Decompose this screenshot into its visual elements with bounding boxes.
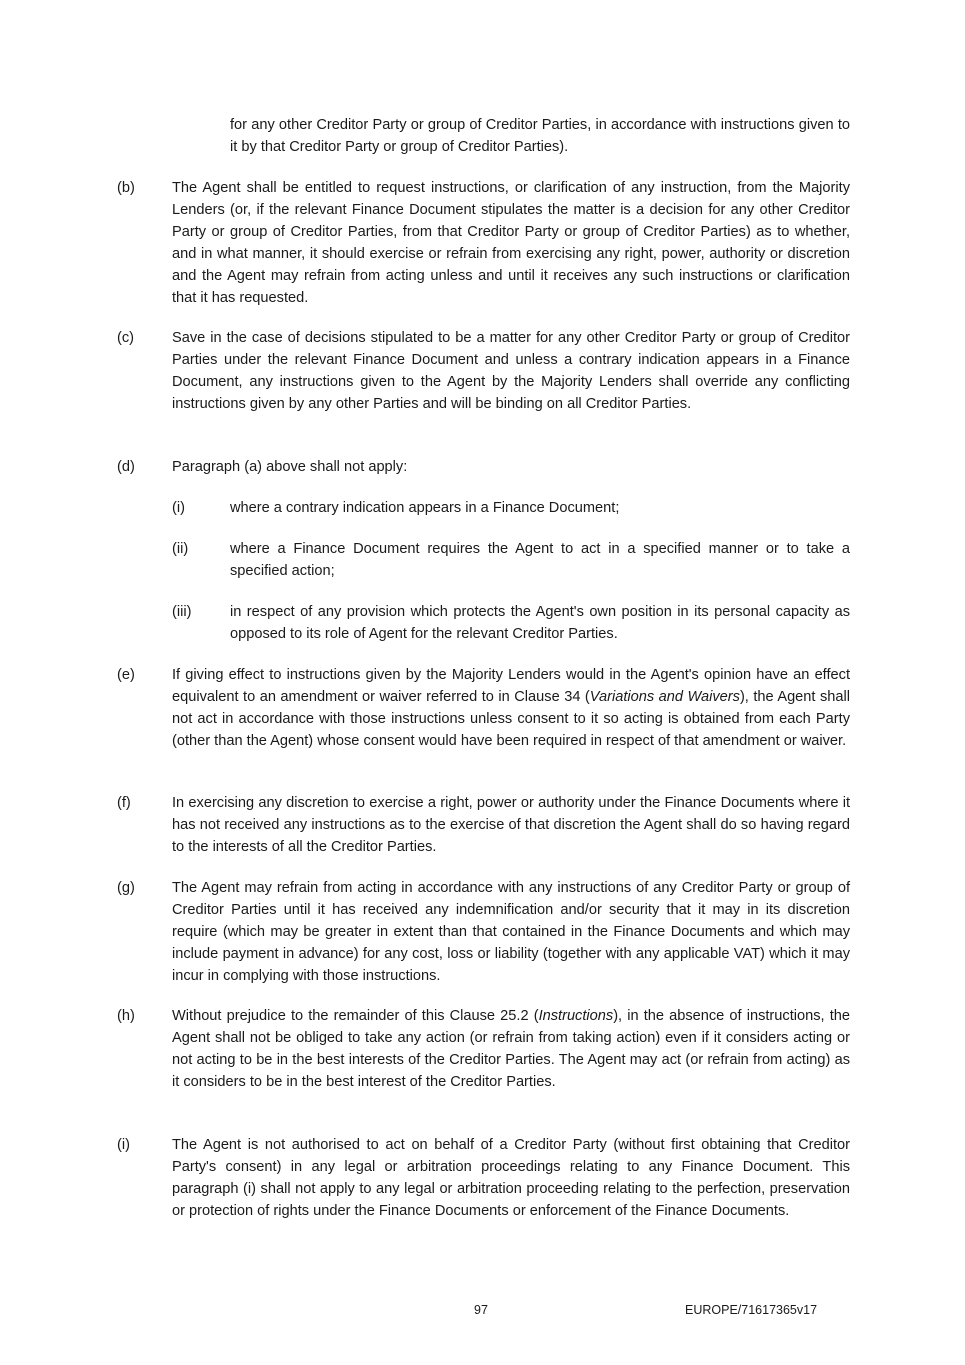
paragraph-h-text-before: Without prejudice to the remainder of this Clause 25.2 ( (172, 1008, 539, 1024)
page-number: 97 (474, 1303, 488, 1317)
item-ii-text: where a Finance Document requires the Agent to act in a specified manner or to take a specified action; (230, 541, 850, 579)
paragraph-e-clause-title: Variations and Waivers (589, 688, 740, 705)
item-ii-label: (ii) (172, 541, 189, 557)
paragraph-f-text: In exercising any discretion to exercise a right, power or authority under the Finance Documents where it has not received any instructions as to the exercise of that discretion the Agent shall do so having regard to the interests of all the Creditor Parties. (172, 795, 850, 855)
paragraph-h-text-after: ), in the absence of instructions, the Agent shall not be obliged to take any action (or refrain from taking action) even if it considers acting or not acting to be in the best interests of the Creditor Parties. The Agent may act (or refrain from acting) as it considers to be in the best interest of the Creditor Parties. (172, 1008, 850, 1090)
paragraph-h-clause-title: Instructions (538, 1008, 614, 1024)
paragraph-e-label: (e) (117, 667, 135, 683)
paragraph-d-text: Paragraph (a) above shall not apply: (172, 459, 408, 475)
paragraph-b-label: (b) (117, 180, 135, 196)
document-reference: EUROPE/71617365v17 (685, 1303, 818, 1317)
continuation-paragraph: for any other Creditor Party or group of Creditor Parties, in accordance with instructions given to it by that Creditor Party or group of Creditor Parties). (230, 117, 850, 155)
item-i-label: (i) (172, 500, 185, 516)
paragraph-g-text: The Agent may refrain from acting in accordance with any instructions of any Creditor Party or group of Creditor Parties until it has received any indemnification and/or security that it may in its discretion require (which may be greater in extent than that contained in the Finance Documents and which may include payment in advance) for any cost, loss or liability (together with any applicable VAT) which it may incur in complying with those instructions. (172, 880, 850, 984)
paragraph-i-text: The Agent is not authorised to act on behalf of a Creditor Party (without first obtaining that Creditor Party's consent) in any legal or arbitration proceedings relating to any Finance Document. This paragraph (i) shall not apply to any legal or arbitration proceeding relating to the perfection, preservation or protection of rights under the Finance Documents or enforcement of the Finance Documents. (172, 1137, 850, 1219)
item-i-text: where a contrary indication appears in a Finance Document; (230, 500, 620, 516)
item-iii-text: in respect of any provision which protects the Agent's own position in its personal capacity as opposed to its role of Agent for the relevant Creditor Parties. (230, 604, 850, 642)
paragraph-c-label: (c) (117, 330, 135, 346)
paragraph-f-label: (f) (117, 795, 131, 811)
paragraph-d-label: (d) (117, 459, 135, 475)
item-iii-label: (iii) (172, 604, 192, 620)
paragraph-i-label: (i) (117, 1137, 130, 1153)
paragraph-g-label: (g) (117, 880, 135, 896)
paragraph-e-text (172, 665, 850, 753)
paragraph-h-text (172, 1006, 850, 1094)
paragraph-c-text: Save in the case of decisions stipulated to be a matter for any other Creditor Party or group of Creditor Parties under the relevant Finance Document and unless a contrary indication appears in a Finance Document, any instructions given to the Agent by the Majority Lenders shall override any conflicting instructions given by any other Parties and will be binding on all Creditor Parties. (172, 330, 850, 412)
paragraph-h-label: (h) (117, 1008, 135, 1024)
paragraph-e-text-before: If giving effect to instructions given by the Majority Lenders would in the Agent's opinion have an effect equivalent to an amendment or waiver referred to in Clause 34 ( (172, 667, 850, 705)
paragraph-e-text-after: ), the Agent shall not act in accordance with those instructions unless consent to it so acting is obtained from each Party (other than the Agent) whose consent would have been required in respect of that amendment or waiver. (172, 688, 850, 749)
paragraph-b-text: The Agent shall be entitled to request instructions, or clarification of any instruction, from the Majority Lenders (or, if the relevant Finance Document stipulates the matter is a decision for any other Creditor Party or group of Creditor Parties, from that Creditor Party or group of Creditor Parties) as to whether, and in what manner, it should exercise or refrain from exercising any right, power, authority or discretion and the Agent may refrain from acting unless and until it receives any such instructions or clarification that it has requested. (172, 180, 850, 306)
